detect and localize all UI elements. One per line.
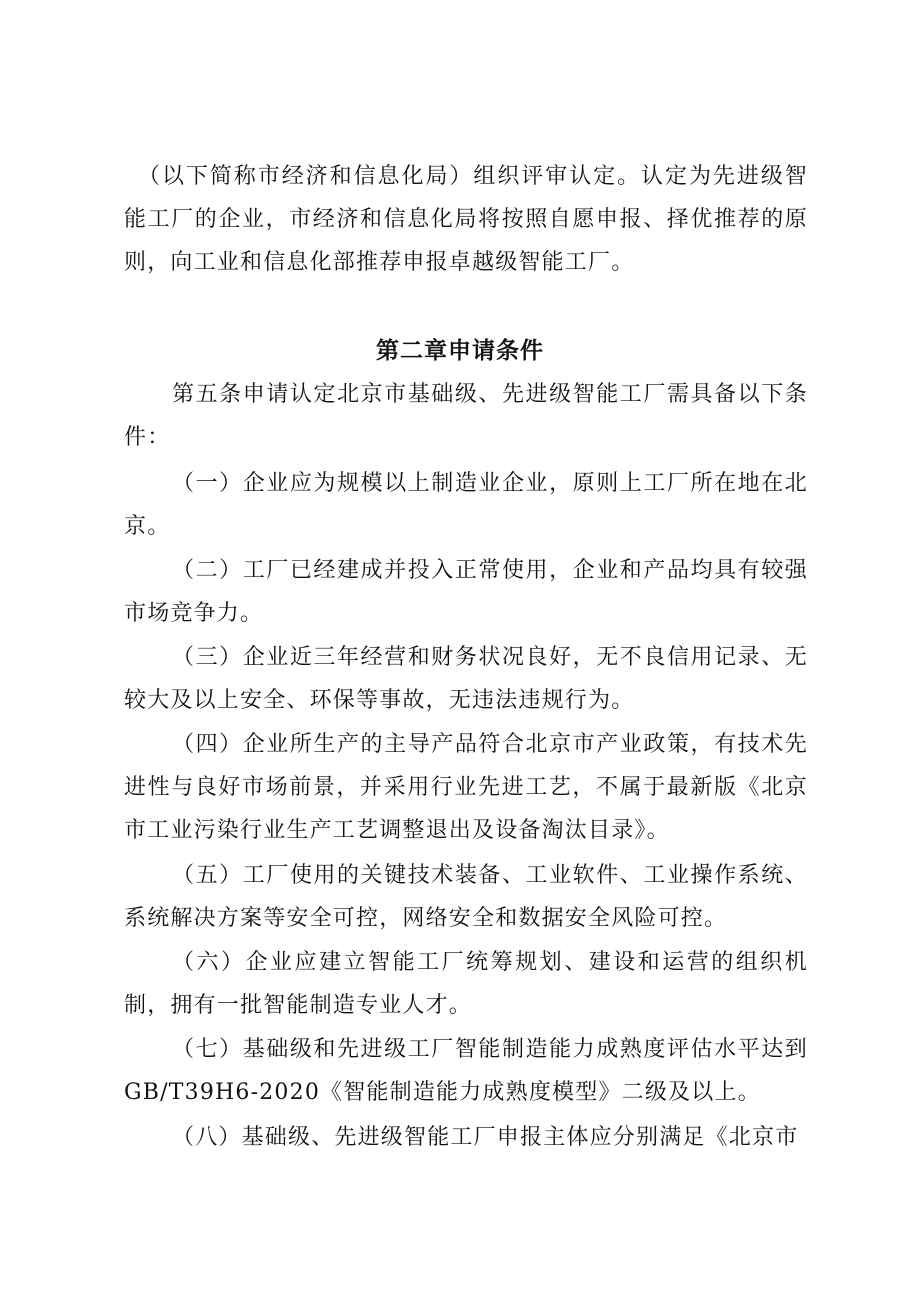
condition-item-5: （五）工厂使用的关键技术装备、工业软件、工业操作系统、系统解决方案等安全可控，网络安全和数据安全风险可控。 xyxy=(124,863,808,931)
condition-item-7: （七）基础级和先进级工厂智能制造能力成熟度评估水平达到GB/T39H6-2020《智能制造能力成熟度模型》二级及以上。 xyxy=(124,1037,808,1105)
condition-item-8: （八）基础级、先进级智能工厂申报主体应分别满足《北京市 xyxy=(172,1125,799,1150)
condition-item-6: （六）企业应建立智能工厂统筹规划、建设和运营的组织机制，拥有一批智能制造专业人才。 xyxy=(124,950,808,1018)
condition-item-3: （三）企业近三年经营和财务状况良好，无不良信用记录、无较大及以上安全、环保等事故，无违法违规行为。 xyxy=(124,645,808,713)
condition-item-1: （一）企业应为规模以上制造业企业，原则上工厂所在地在北京。 xyxy=(124,471,808,539)
intro-paragraph: （以下简称市经济和信息化局）组织评审认定。认定为先进级智能工厂的企业，市经济和信息化局将按照自愿申报、择优推荐的原则，向工业和信息化部推荐申报卓越级智能工厂。 xyxy=(124,164,808,275)
condition-item-4: （四）企业所生产的主导产品符合北京市产业政策，有技术先进性与良好市场前景，并采用行业先进工艺，不属于最新版《北京市工业污染行业生产工艺调整退出及设备淘汰目录》。 xyxy=(124,732,808,843)
condition-item-2: （二）工厂已经建成并投入正常使用，企业和产品均具有较强市场竞争力。 xyxy=(124,558,808,626)
article-five: 第五条申请认定北京市基础级、先进级智能工厂需具备以下条件： xyxy=(124,382,808,450)
chapter-heading: 第二章申请条件 xyxy=(376,338,544,364)
